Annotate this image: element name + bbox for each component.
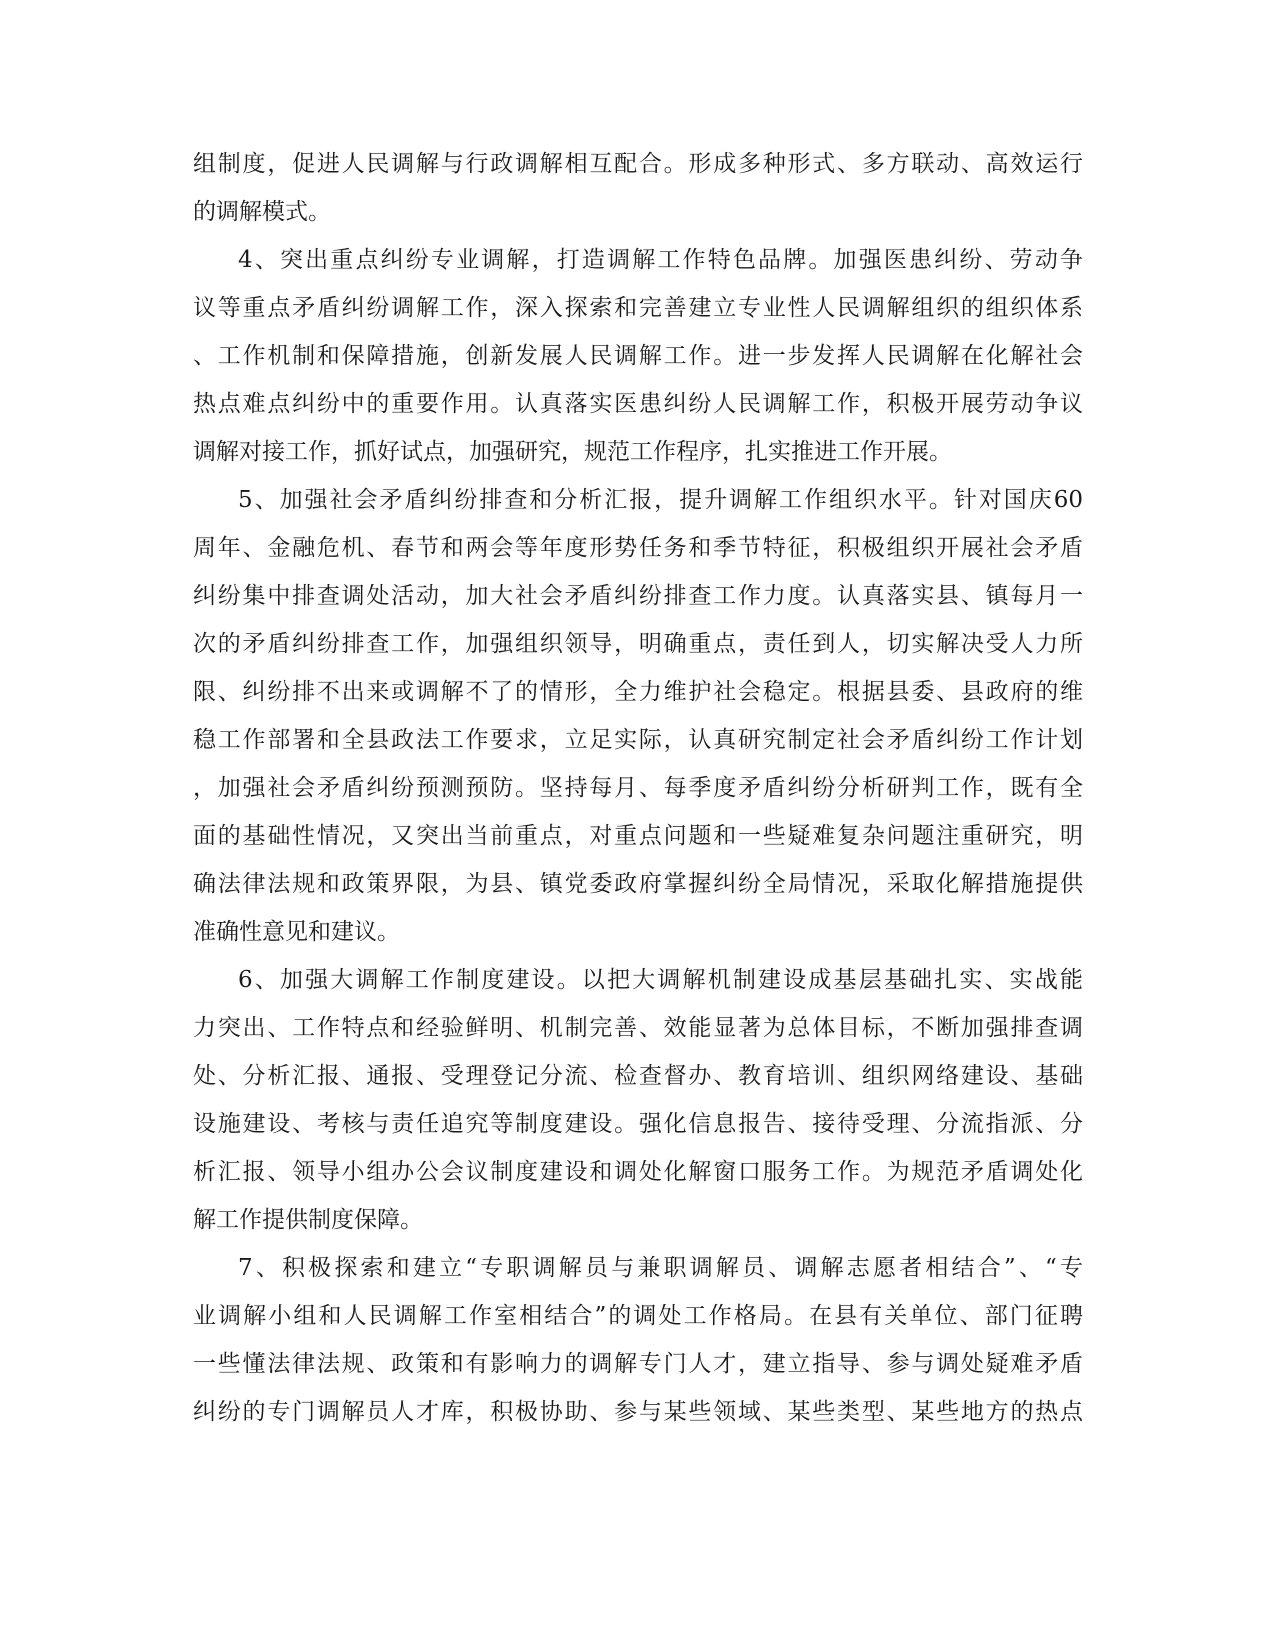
text-line: 处、分析汇报、通报、受理登记分流、检查督办、教育培训、组织网络建设、基础 bbox=[193, 1063, 1083, 1089]
text-line: 析汇报、领导小组办公会议制度建设和调处化解窗口服务工作。为规范矛盾调处化 bbox=[193, 1159, 1083, 1185]
text-line: 一些懂法律法规、政策和有影响力的调解专门人才，建立指导、参与调处疑难矛盾 bbox=[193, 1351, 1083, 1377]
text-line: 确法律法规和政策界限，为县、镇党委政府掌握纠纷全局情况，采取化解措施提供 bbox=[193, 871, 1083, 897]
text-line: 解工作提供制度保障。 bbox=[193, 1207, 423, 1233]
text-line: 周年、金融危机、春节和两会等年度形势任务和季节特征，积极组织开展社会矛盾 bbox=[193, 535, 1083, 561]
text-line: 纠纷集中排查调处活动，加大社会矛盾纠纷排查工作力度。认真落实县、镇每月一 bbox=[193, 583, 1083, 609]
paragraph-start-line: 6、加强大调解工作制度建设。以把大调解机制建设成基层基础扎实、实战能 bbox=[238, 967, 1083, 993]
text-line: 纠纷的专门调解员人才库，积极协助、参与某些领域、某些类型、某些地方的热点 bbox=[193, 1399, 1083, 1425]
text-line: 限、纠纷排不出来或调解不了的情形，全力维护社会稳定。根据县委、县政府的维 bbox=[193, 679, 1083, 705]
text-line: 业调解小组和人民调解工作室相结合”的调处工作格局。在县有关单位、部门征聘 bbox=[193, 1303, 1083, 1329]
text-line: 力突出、工作特点和经验鲜明、机制完善、效能显著为总体目标，不断加强排查调 bbox=[193, 1015, 1083, 1041]
text-line: 议等重点矛盾纠纷调解工作，深入探索和完善建立专业性人民调解组织的组织体系 bbox=[193, 295, 1083, 321]
text-line: 面的基础性情况，又突出当前重点，对重点问题和一些疑难复杂问题注重研究，明 bbox=[193, 823, 1083, 849]
paragraph-start-line: 4、突出重点纠纷专业调解，打造调解工作特色品牌。加强医患纠纷、劳动争 bbox=[238, 247, 1083, 273]
text-line: 次的矛盾纠纷排查工作，加强组织领导，明确重点，责任到人，切实解决受人力所 bbox=[193, 631, 1083, 657]
text-line: 设施建设、考核与责任追究等制度建设。强化信息报告、接待受理、分流指派、分 bbox=[193, 1111, 1083, 1137]
text-line: 稳工作部署和全县政法工作要求，立足实际，认真研究制定社会矛盾纠纷工作计划 bbox=[193, 727, 1083, 753]
text-line: 组制度，促进人民调解与行政调解相互配合。形成多种形式、多方联动、高效运行 bbox=[193, 151, 1083, 177]
paragraph-start-line: 5、加强社会矛盾纠纷排查和分析汇报，提升调解工作组织水平。针对国庆60 bbox=[238, 487, 1083, 513]
text-line: 热点难点纠纷中的重要作用。认真落实医患纠纷人民调解工作，积极开展劳动争议 bbox=[193, 391, 1083, 417]
text-line: 调解对接工作，抓好试点，加强研究，规范工作程序，扎实推进工作开展。 bbox=[193, 439, 952, 465]
text-line: 、工作机制和保障措施，创新发展人民调解工作。进一步发挥人民调解在化解社会 bbox=[193, 343, 1083, 369]
body-text bbox=[193, 140, 1083, 1436]
text-line: 的调解模式。 bbox=[193, 199, 331, 225]
text-line: 准确性意见和建议。 bbox=[193, 919, 400, 945]
paragraph-start-line: 7、积极探索和建立“专职调解员与兼职调解员、调解志愿者相结合”、“专 bbox=[238, 1255, 1083, 1281]
text-line: ，加强社会矛盾纠纷预测预防。坚持每月、每季度矛盾纠纷分析研判工作，既有全 bbox=[193, 775, 1083, 801]
